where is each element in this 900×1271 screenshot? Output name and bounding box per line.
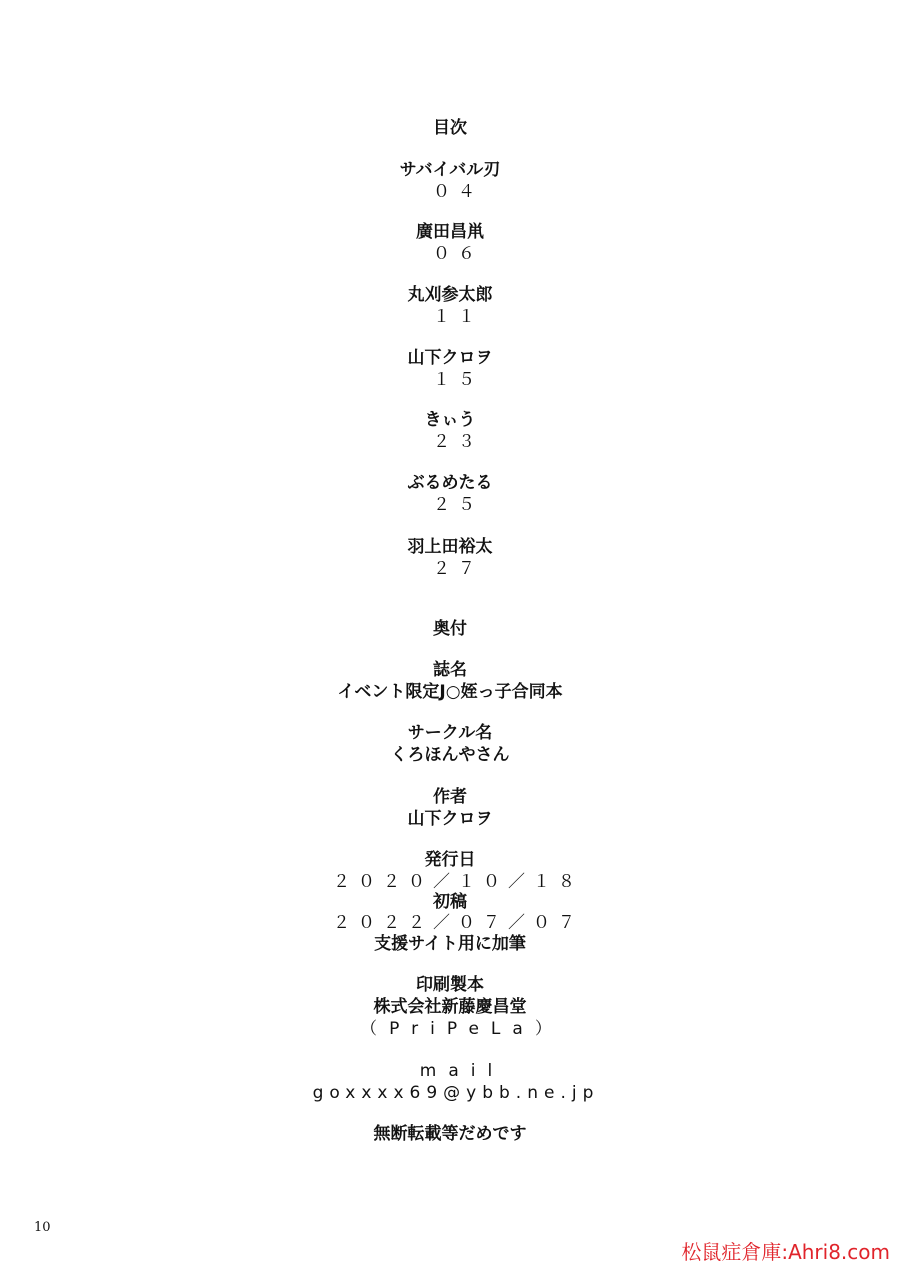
colophon-print-label: 印刷製本: [416, 975, 484, 995]
colophon-heading: 奥付: [433, 619, 467, 639]
toc-entry-page: ０４: [433, 182, 483, 202]
colophon-date-label: 発行日: [424, 850, 476, 870]
toc-entry-author: 羽上田裕太: [407, 537, 493, 557]
toc-entry-author: 廣田昌鼡: [416, 222, 484, 242]
colophon-title-label: 誌名: [433, 660, 467, 680]
toc-entry-page: ０６: [433, 244, 483, 264]
toc-entry-author: 丸刈参太郎: [407, 285, 493, 305]
toc-entry-author: きぃう: [424, 410, 476, 430]
colophon-print-company: 株式会社新藤慶昌堂: [373, 997, 527, 1017]
toc-entry-author: ぶるめたる: [407, 473, 493, 493]
colophon-first-value: ２０２２／０７／０７: [333, 913, 583, 933]
toc-entry-author: サバイバル刃: [399, 160, 501, 180]
colophon-date-value: ２０２０／１０／１８: [333, 872, 583, 892]
toc-entry-page: １１: [433, 307, 483, 327]
colophon-author-label: 作者: [433, 787, 467, 807]
colophon-mail-label: mail: [419, 1061, 505, 1081]
toc-entry-page: ２３: [433, 432, 483, 452]
colophon-circle-label: サークル名: [407, 723, 493, 743]
colophon-print-brand: （PriPeLa）: [360, 1019, 564, 1039]
watermark-text: 松鼠症倉庫:Ahri8.com: [681, 1240, 890, 1264]
colophon-circle-value: くろほんやさん: [390, 745, 510, 765]
toc-heading: 目次: [433, 118, 467, 138]
colophon-author-value: 山下クロヲ: [407, 809, 493, 829]
colophon-notice: 無断転載等だめです: [373, 1124, 527, 1144]
toc-entry-page: ２７: [433, 559, 483, 579]
colophon-mail-value: goxxxx69@ybb.ne.jp: [312, 1083, 600, 1103]
toc-entry-author: 山下クロヲ: [407, 348, 493, 368]
toc-entry-page: ２５: [433, 495, 483, 515]
colophon-first-note: 支援サイト用に加筆: [374, 934, 526, 954]
page-number: 10: [34, 1220, 51, 1235]
colophon-title-value: イベント限定J○姪っ子合同本: [337, 682, 563, 702]
toc-entry-page: １５: [433, 370, 483, 390]
colophon-first-label: 初稿: [433, 892, 467, 912]
